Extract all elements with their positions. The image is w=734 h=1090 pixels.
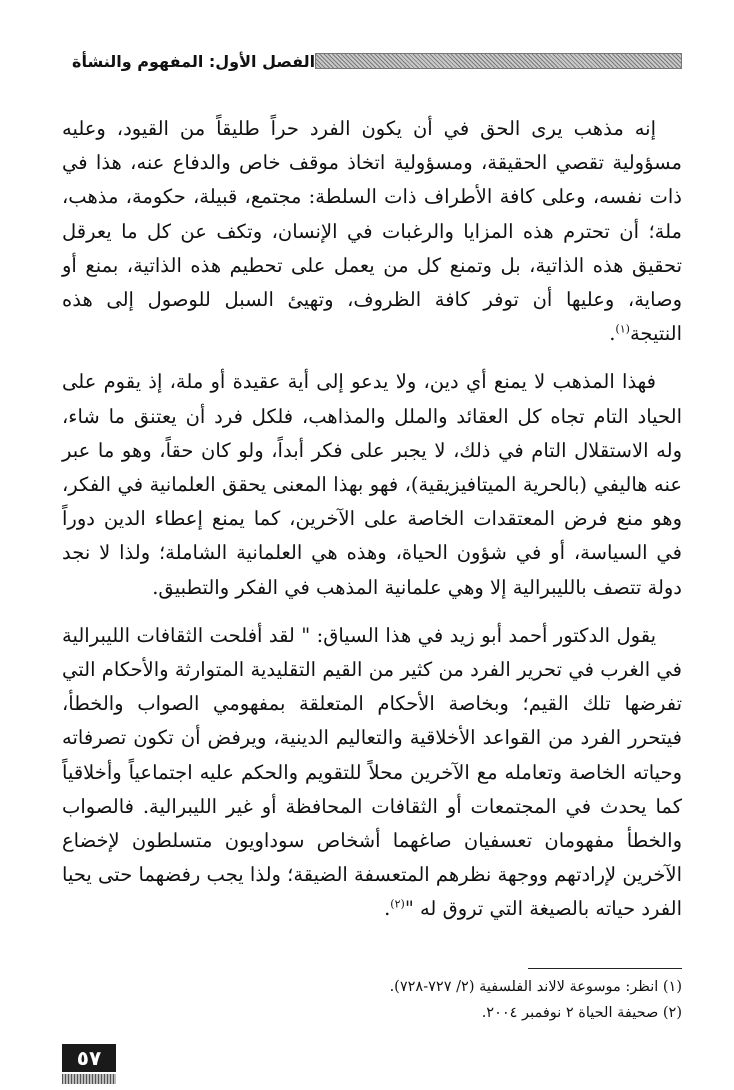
page-number	[62, 1044, 116, 1072]
paragraph-1: إنه مذهب يرى الحق في أن يكون الفرد حراً طليقاً من القيود، وعليه مسؤولية تقصي الحقيقة، ومسؤولية اتخاذ موقف خاص والدفاع عنه، هذا في ذات نفسه، وعلى كافة الأطراف ذات السلطة: مجتمع، قبيلة، حكومة، مذهب، ملة؛ أن تحترم هذه المزايا والرغبات في الإنسان، وتكف عن كل ما يعرقل تحقيق هذه الذاتية، بل وتمنع كل من يعمل على تحطيم هذه الذاتية، بمنع أو وصاية، وعليها أن توفر كافة الظروف، وتهيئ السبل للوصول إلى هذه النتيجة$^{(١)}$.	[62, 117, 682, 346]
footnote-1: (١) انظر: موسوعة لالاند الفلسفية (٢/ ٧٢٧-٧٢٨).	[389, 979, 682, 995]
page-number-text: ٥٧	[76, 1046, 102, 1070]
footnote-2: (٢) صحيفة الحياة ٢ نوفمبر ٢٠٠٤.	[481, 1005, 682, 1021]
paragraph-3: يقول الدكتور أحمد أبو زيد في هذا السياق: " لقد أفلحت الثقافات الليبرالية في الغرب في تحرير الفرد من كثير من القيم التقليدية المتوارثة والأحكام التي تفرضها تلك القيم؛ وبخاصة الأحكام المتعلقة بمفهومي الصواب والخطأ، فيتحرر الفرد من القواعد الأخلاقية والتعاليم الدينية، ويرفض أن تكون تصرفاته وحياته الخاصة وتعامله مع الآخرين محلاً للتقويم والحكم عليه اجتماعياً وأخلاقياً كما يحدث في المجتمعات أو الثقافات المحافظة أو غير الليبرالية. فالصواب والخطأ مفهومان تعسفيان صاغهما أشخاص سوداويون متسلطون لإخضاع الآخرين لإرادتهم ووجهة نظرهم المتعسفة الضيقة؛ ولذا يجب رفضهما حتى يحيا الفرد حياته بالصيغة التي تروق له "$^{(٢)}$.	[62, 623, 682, 921]
footnote-ref-1[interactable]: (١)	[615, 322, 630, 336]
body-text	[62, 112, 682, 927]
footnote-divider	[528, 968, 682, 969]
header-decorative-bar	[315, 53, 682, 69]
running-header	[62, 50, 682, 72]
chapter-title: الفصل الأول: المفهوم والنشأة	[72, 51, 316, 71]
footnote-ref-2[interactable]: (٢)	[390, 897, 405, 911]
page-number-decorative-strip	[62, 1074, 116, 1084]
footnotes	[62, 974, 682, 1026]
paragraph-2: فهذا المذهب لا يمنع أي دين، ولا يدعو إلى أية عقيدة أو ملة، إذ يقوم على الحياد التام تجاه كل العقائد والملل والمذاهب، فلكل فرد أن يعتنق ما شاء، وله الاستقلال التام في ذلك، لا يجبر على فكر أبداً، ولو كان حقاً، وهو ما عبر عنه هاليفي (بالحرية الميتافيزيقية)، فهو بهذا المعنى يحقق العلمانية في الفكر، وهو منع فرض المعتقدات الخاصة على الآخرين، كما يمنع إعطاء الدين دوراً في السياسة، أو في شؤون الحياة، وهذه هي العلمانية الشاملة؛ ولذا لا نجد دولة تتصف بالليبرالية إلا وهي علمانية المذهب في الفكر والتطبيق.	[62, 370, 682, 599]
